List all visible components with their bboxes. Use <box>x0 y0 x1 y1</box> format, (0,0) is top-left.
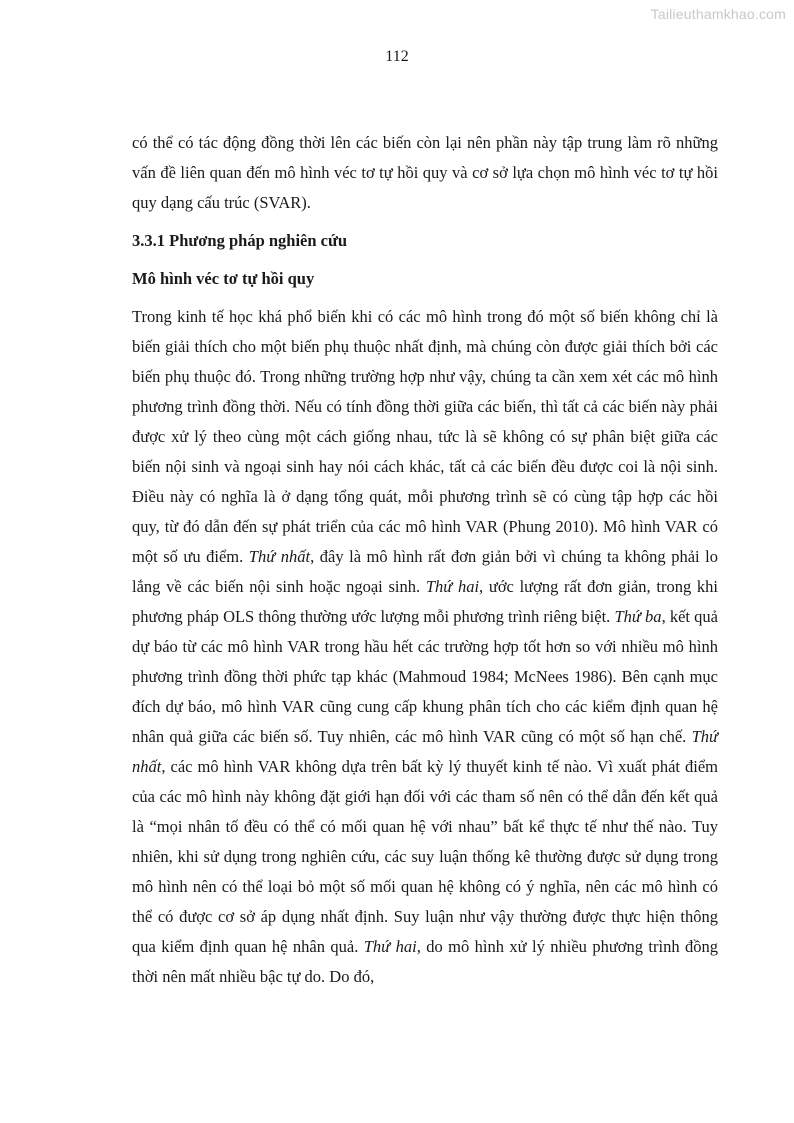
body-text: , đây là mô hình rất đơn giản bởi vì chúng ta không phải lo lắng về các biến nội sinh hoặc ngoại sinh. <box>132 547 718 596</box>
emphasis-text: Thứ hai <box>425 577 480 596</box>
section-heading: 3.3.1 Phương pháp nghiên cứu <box>132 231 348 250</box>
body-text: , ước lượng rất đơn giản, trong khi phương pháp OLS thông thường ước lượng mỗi phương trình riêng biệt. <box>132 577 718 626</box>
body-paragraph <box>132 302 718 992</box>
emphasis-text: Thứ nhất <box>132 727 718 776</box>
document-body <box>132 128 718 992</box>
page-number: 112 <box>385 48 409 65</box>
emphasis-text: Thứ hai <box>363 937 417 956</box>
body-text: , kết quả dự báo từ các mô hình VAR trong hầu hết các trường hợp tốt hơn so với nhiều mô hình phương trình đồng thời phức tạp khác (Mahmoud 1984; McNees 1986). Bên cạnh mục đích dự báo, mô hình VAR cũng cung cấp khung phân tích cho các kiểm định quan hệ nhân quả giữa các biến số. Tuy nhiên, các mô hình VAR cũng có một số hạn chế. <box>132 607 718 746</box>
body-text: , các mô hình VAR không dựa trên bất kỳ lý thuyết kinh tế nào. Vì xuất phát điểm của các mô hình này không đặt giới hạn đối với các tham số nên có thể dẫn đến kết quả là “mọi nhân tố đều có thể có mối quan hệ với nhau” bất kể thực tế như thế nào. Tuy nhiên, khi sử dụng trong nghiên cứu, các suy luận thống kê thường được sử dụng trong mô hình nên có thể loại bỏ một số mối quan hệ không có ý nghĩa, nên các mô hình có thể có được cơ sở áp dụng nhất định. Suy luận như vậy thường được thực hiện thông qua kiểm định quan hệ nhân quả. <box>132 757 718 956</box>
body-text: , do mô hình xử lý nhiều phương trình đồng thời nên mất nhiều bậc tự do. Do đó, <box>132 937 719 986</box>
emphasis-text: Thứ nhất <box>248 547 311 566</box>
emphasis-text: Thứ ba <box>614 607 662 626</box>
watermark: Tailieuthamkhao.com <box>650 6 786 22</box>
subsection-heading: Mô hình véc tơ tự hồi quy <box>132 269 315 288</box>
intro-paragraph: có thể có tác động đồng thời lên các biến còn lại nên phần này tập trung làm rõ những vấn đề liên quan đến mô hình véc tơ tự hồi quy và cơ sở lựa chọn mô hình véc tơ tự hồi quy dạng cấu trúc (SVAR). <box>132 133 718 212</box>
body-text: Trong kinh tế học khá phổ biến khi có các mô hình trong đó một số biến không chỉ là biến giải thích cho một biến phụ thuộc nhất định, mà chúng còn được giải thích bởi các biến phụ thuộc đó. Trong những trường hợp như vậy, chúng ta cần xem xét các mô hình phương trình đồng thời. Nếu có tính đồng thời giữa các biến, thì tất cả các biến này phải được xử lý theo cùng một cách giống nhau, tức là sẽ không có sự phân biệt giữa các biến nội sinh và ngoại sinh hay nói cách khác, tất cả các biến đều được coi là nội sinh. Điều này có nghĩa là ở dạng tổng quát, mỗi phương trình sẽ có cùng tập hợp các hồi quy, từ đó dẫn đến sự phát triển của các mô hình VAR (Phung 2010). Mô hình VAR có một số ưu điểm. <box>132 307 718 566</box>
